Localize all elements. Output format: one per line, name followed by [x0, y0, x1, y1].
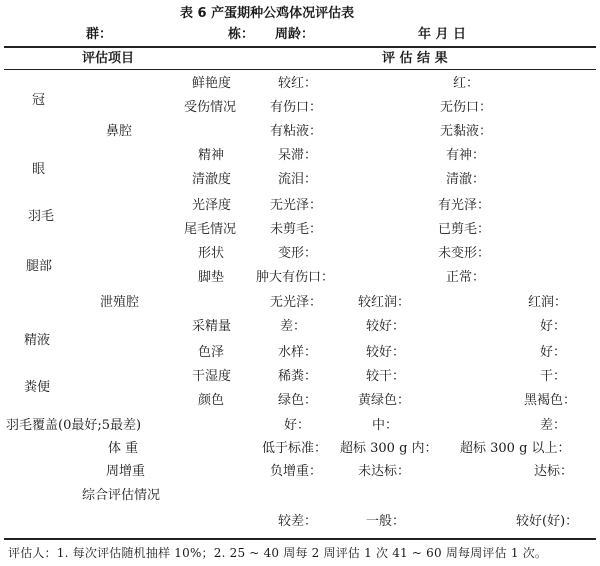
category-nasal: 鼻腔 — [106, 124, 133, 139]
result-weight-2: 超标 300 g 内： — [340, 441, 438, 456]
result-semen-color-1: 水样： — [278, 345, 318, 360]
result-comb-fresh-2: 红： — [453, 76, 480, 91]
result-feces-dryness-2: 较干： — [366, 369, 406, 384]
result-semen-quantity-1: 差： — [280, 319, 307, 334]
subitem-dryness: 干湿度 — [192, 369, 232, 384]
subitem-spirit: 精神 — [198, 148, 225, 163]
result-feather-cover-2: 中： — [372, 418, 399, 433]
group-label: 群： — [86, 27, 113, 42]
header-rule — [4, 69, 596, 70]
result-feather-cover-3: 差： — [540, 418, 567, 433]
subitem-color: 色泽 — [198, 345, 225, 360]
result-overall-2: 一般： — [366, 514, 406, 529]
result-nasal-1: 有粘液： — [270, 124, 323, 139]
category-feather-cover: 羽毛覆盖(0最好;5最差) — [6, 418, 142, 433]
age-label: 周龄： — [275, 27, 315, 42]
footnote: 评估人：1. 每次评估随机抽样 10%；2. 25 ~ 40 周每 2 周评估 1 次 41 ~ 60 周每周评估 1 次。 — [8, 546, 548, 560]
category-comb: 冠 — [32, 93, 46, 108]
result-overall-3: 较好(好)： — [516, 514, 579, 529]
result-eye-clarity-2: 清澈： — [446, 172, 486, 187]
result-feather-gloss-2: 有光泽： — [438, 198, 491, 213]
result-feces-dryness-3: 干： — [540, 369, 567, 384]
result-semen-quantity-2: 较好： — [366, 319, 406, 334]
result-feces-color-2: 黄绿色： — [358, 393, 411, 408]
result-comb-fresh-1: 较红： — [278, 76, 318, 91]
header-result: 评 估 结 果 — [382, 51, 448, 66]
result-cloaca-3: 红润： — [528, 295, 568, 310]
header-item: 评估项目 — [82, 51, 135, 66]
result-leg-footpad-2: 正常： — [446, 270, 486, 285]
bottom-rule — [4, 538, 596, 540]
result-eye-clarity-1: 流泪： — [278, 172, 318, 187]
result-overall-1: 较差： — [278, 514, 318, 529]
result-weekly-gain-2: 未达标： — [358, 464, 411, 479]
result-cloaca-2: 较红润： — [358, 295, 411, 310]
result-leg-shape-2: 未变形： — [438, 246, 491, 261]
table-title: 表 6 产蛋期种公鸡体况评估表 — [180, 6, 355, 21]
result-feces-dryness-1: 稀粪： — [278, 369, 318, 384]
category-overall: 综合评估情况 — [82, 488, 161, 503]
result-feather-tail-1: 未剪毛： — [270, 222, 323, 237]
result-leg-shape-1: 变形： — [278, 246, 318, 261]
category-semen: 精液 — [24, 333, 51, 348]
category-feces: 粪便 — [24, 380, 51, 395]
category-leg: 腿部 — [26, 259, 53, 274]
result-eye-spirit-1: 呆滞： — [278, 148, 318, 163]
result-cloaca-1: 无光泽： — [270, 295, 323, 310]
date-label: 年 月 日 — [418, 27, 467, 42]
category-weight: 体 重 — [108, 441, 139, 456]
result-leg-footpad-1: 肿大有伤口： — [256, 270, 335, 285]
result-comb-injury-1: 有伤口： — [270, 100, 323, 115]
result-semen-quantity-3: 好： — [540, 319, 567, 334]
subitem-injury: 受伤情况 — [184, 100, 237, 115]
top-rule — [4, 46, 596, 48]
subitem-quantity: 采精量 — [192, 319, 232, 334]
result-feces-color-3: 黑褐色： — [524, 393, 577, 408]
category-weekly-gain: 周增重 — [106, 464, 146, 479]
result-feces-color-1: 绿色： — [278, 393, 318, 408]
result-weekly-gain-1: 负增重： — [270, 464, 323, 479]
subitem-clarity: 清澈度 — [192, 172, 232, 187]
category-eye: 眼 — [32, 162, 46, 177]
subitem-shape: 形状 — [198, 246, 225, 261]
category-cloaca: 泄殖腔 — [100, 295, 140, 310]
result-weight-3: 超标 300 g 以上： — [460, 441, 571, 456]
subitem-tail-trim: 尾毛情况 — [184, 222, 237, 237]
subitem-gloss: 光泽度 — [192, 198, 232, 213]
result-feather-cover-1: 好： — [284, 418, 311, 433]
house-label: 栋： — [228, 27, 255, 42]
result-comb-injury-2: 无伤口： — [440, 100, 493, 115]
subitem-freshness: 鲜艳度 — [192, 76, 232, 91]
result-feather-tail-2: 已剪毛： — [438, 222, 491, 237]
result-weekly-gain-3: 达标： — [534, 464, 574, 479]
result-semen-color-3: 好： — [540, 345, 567, 360]
result-nasal-2: 无黏液： — [440, 124, 493, 139]
result-semen-color-2: 较好： — [366, 345, 406, 360]
category-feather: 羽毛 — [28, 209, 55, 224]
subitem-footpad: 脚垫 — [198, 270, 225, 285]
result-eye-spirit-2: 有神： — [446, 148, 486, 163]
subitem-feces-color: 颜色 — [198, 393, 225, 408]
result-weight-1: 低于标准： — [262, 441, 328, 456]
result-feather-gloss-1: 无光泽： — [270, 198, 323, 213]
